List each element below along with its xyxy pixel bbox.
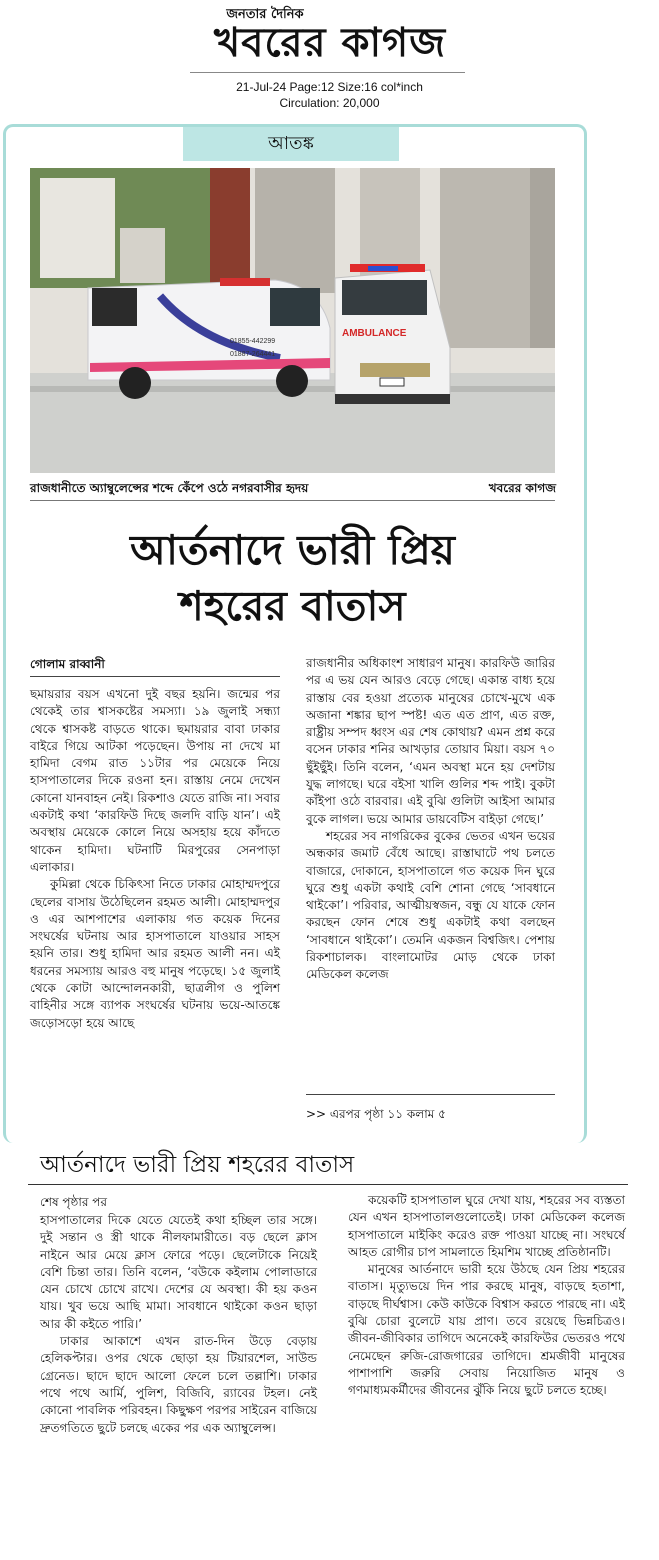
jump-line: >> এরপর পৃষ্ঠা ১১ কলাম ৫ [306, 1107, 446, 1121]
article-column-2 [306, 655, 555, 984]
article-column-1 [30, 686, 280, 1032]
ambulance-phone-2: 01887-264441 [230, 351, 276, 358]
headline [30, 522, 555, 634]
masthead [0, 0, 659, 112]
masthead-tagline: জনতার দৈনিক [226, 7, 304, 22]
ambulance-photo [30, 168, 555, 473]
masthead-title: খবরের কাগজ [213, 20, 447, 66]
jump-rule [306, 1094, 555, 1095]
clip-meta-line: 21-Jul-24 Page:12 Size:16 col*inch [236, 80, 423, 94]
byline: গোলাম রাব্বানী [30, 657, 105, 671]
masthead-rule [190, 72, 465, 73]
caption-rule [30, 500, 555, 501]
paragraph: মানুষের আর্তনাদে ভারী হয়ে উঠছে যেন প্রিয় শহরের বাতাস। মৃত্যুভয়ে দিন পার করছে মানুষ, বাড়ছে হতাশা, বাড়ছে দীর্ঘশ্বাস। কেউ কাউকে বিশ্বাস করতে পারছে না। এই বুঝি চোরা বুলেটে যায় প্রাণ। তবে রয়েছে ভিন্নচিত্রও। জীবন-জীবিকার তাগিদে অনেকেই কারফিউর ভেতরও পথে নেমেছেন রুজি-রোজগারের তাগিদে। শ্রমজীবী মানুষের পাশাপাশি জরুরি সেবায় নিয়োজিত মানুষ ও গণমাধ্যমকর্মীদের জীবনের ঝুঁকি নিয়ে ছুটে চলতে হচ্ছে। [348, 1262, 625, 1398]
continuation-label: শেষ পৃষ্ঠার পর [40, 1195, 108, 1209]
paragraph: ছমায়রার বয়স এখনো দুই বছর হয়নি। জন্মের পর থেকেই তার শ্বাসকষ্টের সমস্যা। ১৯ জুলাই সন্ধ্যা থেকে শ্বাসকষ্ট বাড়তে থাকে। ছমায়রার বাবা ঢাকার বাইরে গিয়ে আটকা পড়েছেন। উপায় না দেখে মা হামিদা বেগম রাত ১১টার পর মেয়েকে নিয়ে হাসপাতালের দিকে রওনা হন। রাস্তায় নেমে দেখেন কোনো যানবাহন নেই। রিকশাও যেতে রাজি না। সবার একটাই কথা ‘কারফিউ দিছে জলদি বাড়ি যান’। এই অবস্থায় মেয়েকে কোলে নিয়ে অসহায় হয়ে কাঁদতে থাকেন হামিদা। ঘটনাটি মিরপুরের সেনপাড়া এলাকার। [30, 687, 280, 874]
photo-credit: খবরের কাগজ [488, 481, 556, 495]
article-photo [30, 168, 555, 473]
paragraph: ঢাকার আকাশে এখন রাত-দিন উড়ে বেড়ায় হেলিকপ্টার। ওপর থেকে ছোড়া হয় টিয়ারশেল, সাউন্ড গ্রেনেড। ছাদে ছাদে আলো ফেলে চলে তল্লাশি। ঢাকার পথে পথে আর্মি, পুলিশ, বিজিবি, র‍্যাবের টহল। নেই কোনো পাবলিক পরিবহন। কিছুক্ষণ পরপর সাইরেন বাজিয়ে দ্রুতগতিতে ছুটে চলছে একের পর এক অ্যাম্বুলেন্স। [40, 1334, 317, 1435]
circulation-line: Circulation: 20,000 [279, 96, 380, 110]
paragraph: কুমিল্লা থেকে চিকিৎসা নিতে ঢাকার মোহাম্মদপুরে ছেলের বাসায় উঠেছিলেন রহমত আলী। মোহাম্মদপুর ও এর আশপাশের এলাকায় গত কয়েক দিনের সংঘর্ষের ঘটনায় আর হাসপাতালে যাওয়ার সাহস হয়নি তার। শুধু হামিদা আর রহমত আলী নন। এই ধরনের সমস্যায় আরও বহু মানুষ পড়েছে। ১৫ জুলাই থেকে কোটা আন্দোলনকারী, ছাত্রলীগ ও পুলিশ বাহিনীর সঙ্গে ব্যাপক সংঘর্ষের ঘটনায় ভয়ে-আতঙ্কে জড়োসড়ো হয়ে আছে [30, 877, 280, 1030]
continuation-column-1 [40, 1212, 317, 1437]
continuation-rule [28, 1184, 628, 1185]
paragraph: শহরের সব নাগরিকের বুকের ভেতর এখন ভয়ের অন্ধকার জমাট বেঁধে আছে। রাস্তাঘাটে পথ চলতে বাজারে, দোকানে, হাসপাতালে গত কয়েক দিন ঘুরে ঘুরে শুধু একটা কথাই বেশি শোনা গেছে ‘সাবধানে থাইকো’। পরিবার, আত্মীয়স্বজন, বন্ধু যে যাকে ফোন করছেন ফোন শেষে শুধু একটাই কথা বলছেন ‘সাবধানে থাইকো’। তেমনি একজন বিশ্বজিৎ। পেশায় রিকশাচালক। বাংলামোটর মোড় থেকে ঢাকা মেডিকেল কলেজ [306, 828, 555, 982]
section-tag: আতঙ্ক [183, 127, 399, 161]
ambulance-phone-1: 01855-442299 [230, 338, 276, 345]
headline-line-1: আর্তনাদে ভারী প্রিয় [130, 526, 455, 574]
paragraph: কয়েকটি হাসপাতাল ঘুরে দেখা যায়, শহরের সব ব্যস্ততা যেন এখন হাসপাতালগুলোতেই। ঢাকা মেডিকেল কলেজ হাসপাতালে মাইকিং করেও রক্ত পাওয়া যাচ্ছে না। সংঘর্ষে আহত রোগীর চাপ সামলাতে হিমশিম খাচ্ছে প্রতিষ্ঠানটি। [348, 1193, 625, 1259]
paragraph: রাজধানীর অধিকাংশ সাধারণ মানুষ। কারফিউ জারির পর এ ভয় যেন আরও বেড়ে গেছে। একান্ত বাধ্য হয়ে রাস্তায় বের হওয়া প্রত্যেক মানুষের চোখে-মুখে এক অজানা শঙ্কার ছাপ স্পষ্ট! এত এত প্রাণ, এত রক্ত, রাষ্ট্রীয় সম্পদ ধ্বংস এর শেষ কোথায়? এমন প্রশ্ন করে বসেন ঢাকার শনির আখড়ার তোয়াব মিয়া। বয়স ৭০ ছুঁইছুঁই। তিনি বলেন, ‘এমন অবস্থা মনে হয় দেশটায় যুদ্ধ লাগছে। ঘরে বইসা খালি গুলির শব্দ পাই। বুকটা কাঁইপা ওঠে বারবার। এই বুঝি গুলিটা আইসা আমার বুকে লাগল। ভয়ে আমার ডায়বেটিস বাইড়া গেছে।’ [306, 656, 555, 826]
ambulance-right [335, 264, 450, 404]
headline-line-2: শহরের বাতাস [179, 582, 406, 630]
photo-caption: রাজধানীতে অ্যাম্বুলেন্সের শব্দে কেঁপে ওঠে নগরবাসীর হৃদয় [30, 481, 309, 495]
continuation-column-2 [348, 1192, 625, 1400]
ambulance-sign: AMBULANCE [342, 328, 407, 339]
continuation-title: আর্তনাদে ভারী প্রিয় শহরের বাতাস [40, 1152, 355, 1178]
paragraph: হাসপাতালের দিকে যেতে যেতেই কথা হচ্ছিল তার সঙ্গে। দুই সন্তান ও স্ত্রী থাকে নীলফামারীতে। বড় ছেলে ক্লাস নাইনে আর মেয়ে ক্লাস ফোরে পড়ে। ছেলেটাকে নিয়েই বেশি চিন্তা তার। তিনি বলেন, ‘বউকে কইলাম পোলাডারে যেন চোখে চোখে রাখে। দেশের যে অবস্থা। কী হয় কওন যায়। খুব ভয়ে আছি মামা। সাবধানে থাইকো কওন ছাড়া আর কী কইতে পারি।’ [40, 1213, 317, 1331]
byline-rule [30, 676, 280, 677]
